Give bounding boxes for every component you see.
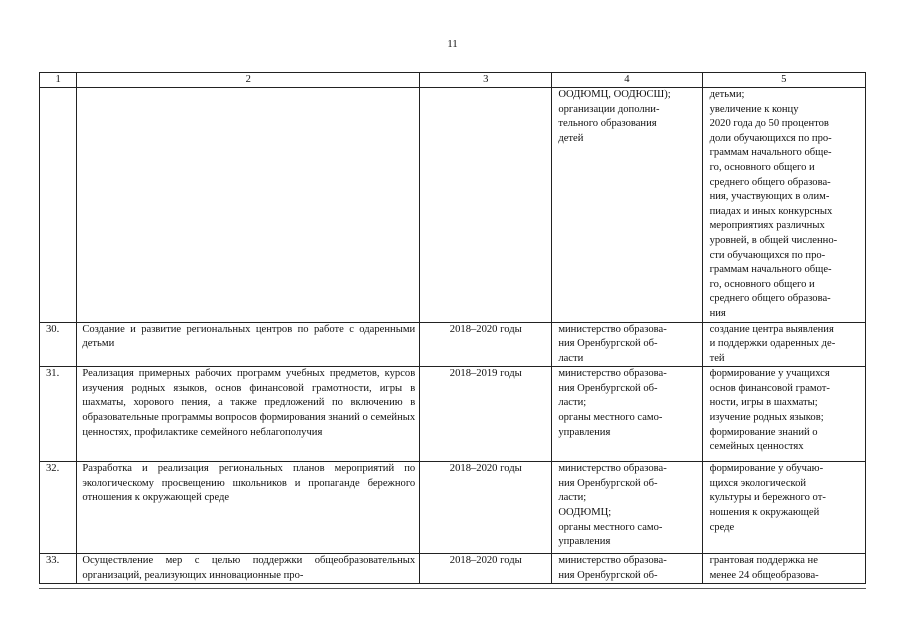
executors-cell: ООДЮМЦ, ООДЮСШ); организации дополни- тельного образования детей: [552, 88, 702, 323]
result-cell: формирование у учащихся основ финансовой грамот- ности, игры в шахматы; изучение родных языков; формирование знаний о семейных ценностях: [702, 367, 865, 462]
measure-cell: Создание и развитие региональных центров по работе с одаренными детьми: [77, 322, 420, 367]
period-cell: [420, 88, 552, 323]
measures-table: [39, 72, 866, 584]
page-bottom-rule: [39, 588, 866, 589]
page-number: 11: [447, 38, 458, 50]
header-cell: 4: [552, 73, 702, 88]
measure-cell: Осуществление мер с целью поддержки общеобразовательных организаций, реализующих инновационные про-: [77, 554, 420, 584]
row-number: [40, 88, 77, 323]
executors-cell: министерство образова- ния Оренбургской об- ласти: [552, 322, 702, 367]
table-row: [40, 554, 866, 584]
table-row: [40, 462, 866, 554]
header-cell: 3: [420, 73, 552, 88]
executors-cell: министерство образова- ния Оренбургской об-: [552, 554, 702, 584]
table-row: [40, 322, 866, 367]
measure-cell: Разработка и реализация региональных планов мероприятий по экологическому просвещению школьников и пропаганде бережного отношения к окружающей среде: [77, 462, 420, 554]
period-cell: 2018–2019 годы: [420, 367, 552, 462]
executors-cell: министерство образова- ния Оренбургской об- ласти; органы местного само- управления: [552, 367, 702, 462]
row-number: 33.: [40, 554, 77, 584]
period-cell: 2018–2020 годы: [420, 322, 552, 367]
result-cell: создание центра выявления и поддержки одаренных де- тей: [702, 322, 865, 367]
header-cell: 2: [77, 73, 420, 88]
row-number: 30.: [40, 322, 77, 367]
row-number: 31.: [40, 367, 77, 462]
period-cell: 2018–2020 годы: [420, 554, 552, 584]
measure-cell: Реализация примерных рабочих программ учебных предметов, курсов изучения родных языков, основ финансовой грамотности, игры в шахматы, хорового пения, а также предложений по включению в образовательные программы вопросов формирования знаний о семейных ценностях, профилактике семейного неблагополучия: [77, 367, 420, 462]
executors-cell: министерство образова- ния Оренбургской об- ласти; ООДЮМЦ; органы местного само- управления: [552, 462, 702, 554]
result-cell: формирование у обучаю- щихся экологической культуры и бережного от- ношения к окружающей среде: [702, 462, 865, 554]
header-cell: 1: [40, 73, 77, 88]
header-cell: 5: [702, 73, 865, 88]
result-cell: детьми; увеличение к концу 2020 года до 50 процентов доли обучающихся по про- граммам начального обще- го, основного общего и среднего общего образова- ния, участвующих в олим- пиадах и иных конкурсных мероприятиях различных уровней, в общей численно- сти обучающихся по про- граммам начального обще- го, основного общего и среднего общего образова- ния: [702, 88, 865, 323]
measure-cell: [77, 88, 420, 323]
table-row: [40, 367, 866, 462]
table-row: [40, 88, 866, 323]
period-cell: 2018–2020 годы: [420, 462, 552, 554]
result-cell: грантовая поддержка не менее 24 общеобразова-: [702, 554, 865, 584]
row-number: 32.: [40, 462, 77, 554]
table-header-row: [40, 73, 866, 88]
